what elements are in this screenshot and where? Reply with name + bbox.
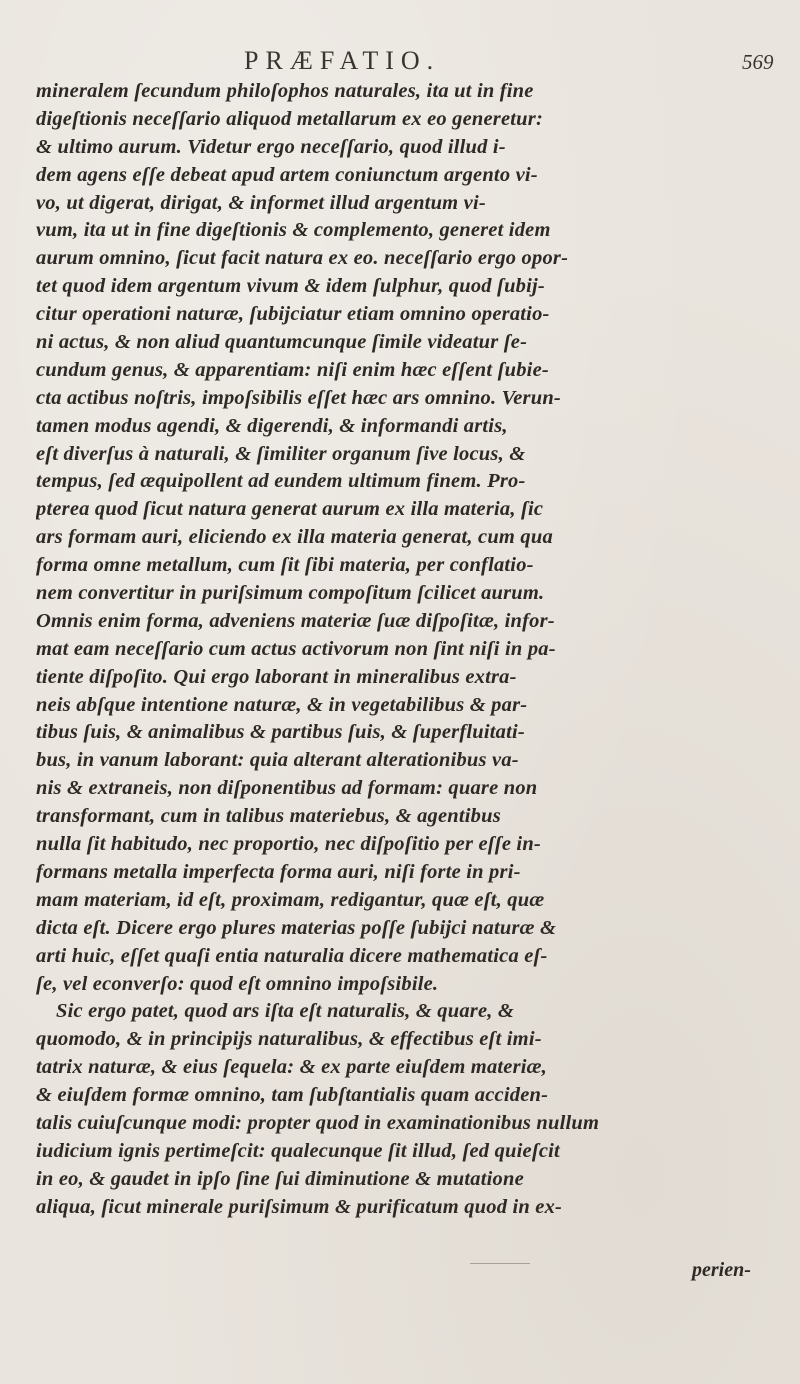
text-line: dem agens eſſe debeat apud artem coniunctum argento vi-: [36, 163, 538, 186]
text-line: in eo, & gaudet in ipſo ſine ſui diminutione & mutatione: [36, 1167, 524, 1190]
text-line: tatrix naturæ, & eius ſequela: & ex parte eiuſdem materiæ,: [36, 1056, 547, 1079]
body-text: [36, 78, 766, 1222]
text-line: aurum omnino, ſicut facit natura ex eo. neceſſario ergo opor-: [36, 247, 569, 270]
text-line: cundum genus, & apparentiam: niſi enim hæc eſſent ſubie-: [36, 358, 549, 381]
text-line: eſt diverſus à naturali, & ſimiliter organum ſive locus, &: [36, 442, 526, 465]
text-line: tibus ſuis, & animalibus & partibus ſuis, & ſuperfluitati-: [36, 721, 525, 744]
text-line: Sic ergo patet, quod ars iſta eſt naturalis, & quare, &: [56, 1000, 515, 1023]
catchword-rule: [470, 1263, 530, 1264]
text-line: forma omne metallum, cum ſit ſibi materia, per conflatio-: [36, 554, 534, 577]
text-line: mam materiam, id eſt, proximam, redigantur, quæ eſt, quæ: [36, 888, 545, 911]
page-header: [0, 46, 800, 80]
text-line: mineralem ſecundum philoſophos naturales, ita ut in fine: [36, 80, 534, 102]
text-line: arti huic, eſſet quaſi entia naturalia dicere mathematica eſ-: [36, 944, 548, 967]
text-line: nis & extraneis, non diſponentibus ad formam: quare non: [36, 777, 538, 800]
text-line: mat eam neceſſario cum actus activorum non ſint niſi in pa-: [36, 637, 556, 660]
text-line: pterea quod ſicut natura generat aurum ex illa materia, ſic: [36, 498, 544, 521]
text-line: tamen modus agendi, & digerendi, & informandi artis,: [36, 414, 508, 437]
text-line: vum, ita ut in fine digeſtionis & complemento, generet idem: [36, 219, 551, 242]
catchword: perien-: [692, 1259, 751, 1281]
text-line: quomodo, & in principijs naturalibus, & effectibus eſt imi-: [36, 1028, 542, 1051]
text-line: citur operationi naturæ, ſubijciatur etiam omnino operatio-: [36, 303, 550, 326]
text-line: cta actibus noſtris, impoſsibilis eſſet hæc ars omnino. Verun-: [36, 386, 561, 409]
text-line: vo, ut digerat, dirigat, & informet illud argentum vi-: [36, 191, 486, 214]
page-number: 569: [742, 50, 774, 74]
text-line: formans metalla imperfecta forma auri, niſi forte in pri-: [36, 860, 521, 883]
text-line: talis cuiuſcunque modi: propter quod in examinationibus nullum: [36, 1111, 600, 1134]
text-line: digeſtionis neceſſario aliquod metallarum ex eo generetur:: [36, 107, 543, 130]
text-line: tempus, ſed æquipollent ad eundem ultimum finem. Pro-: [36, 470, 526, 493]
text-line: ni actus, & non aliud quantumcunque ſimile videatur ſe-: [36, 331, 528, 354]
text-line: ſe, vel econverſo: quod eſt omnino impoſsibile.: [36, 972, 439, 995]
text-line: tet quod idem argentum vivum & idem ſulphur, quod ſubij-: [36, 275, 545, 298]
text-line: nulla ſit habitudo, nec proportio, nec diſpoſitio per eſſe in-: [36, 833, 541, 856]
text-line: bus, in vanum laborant: quia alterant alterationibus va-: [36, 749, 519, 772]
text-line: neis abſque intentione naturæ, & in vegetabilibus & par-: [36, 693, 528, 716]
text-line: & ultimo aurum. Videtur ergo neceſſario, quod illud i-: [36, 135, 506, 158]
text-line: tiente diſpoſito. Qui ergo laborant in mineralibus extra-: [36, 665, 517, 688]
text-line: Omnis enim forma, adveniens materiæ ſuæ diſpoſitæ, infor-: [36, 609, 555, 632]
text-line: dicta eſt. Dicere ergo plures materias poſſe ſubijci naturæ &: [36, 916, 557, 939]
text-line: aliqua, ſicut minerale puriſsimum & purificatum quod in ex-: [36, 1195, 563, 1218]
text-line: transformant, cum in talibus materiebus, & agentibus: [36, 805, 501, 828]
text-line: & eiuſdem formæ omnino, tam ſubſtantialis quam acciden-: [36, 1084, 549, 1107]
text-line: nem convertitur in puriſsimum compoſitum ſcilicet aurum.: [36, 582, 545, 605]
text-line: ars formam auri, eliciendo ex illa materia generat, cum qua: [36, 526, 553, 549]
text-line: iudicium ignis pertimeſcit: qualecunque ſit illud, ſed quieſcit: [36, 1139, 560, 1162]
running-title: PRÆFATIO.: [244, 46, 441, 75]
